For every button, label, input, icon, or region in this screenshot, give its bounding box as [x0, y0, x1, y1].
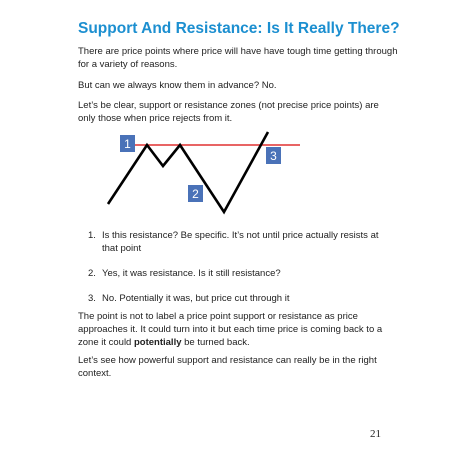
point-paragraph-start: The point is not to label a price point support or resistance as price approaches it. It could turn into it but each time price is coming back to a zone it could	[78, 311, 383, 348]
intro-paragraph: There are price points where price will have have tough time getting through for a variety of reasons.	[78, 46, 398, 70]
emphasis-text: potentially	[133, 337, 182, 348]
price-diagram	[100, 128, 310, 218]
page-title: Support And Resistance: Is It Really There?	[78, 20, 400, 37]
label-3	[266, 147, 281, 164]
point-paragraph	[78, 310, 398, 349]
label-3-text: 3	[270, 149, 277, 163]
list-item-text: Is this resistance? Be specific. It’s not until price actually resists at that point	[102, 230, 379, 254]
list-item-text: Yes, it was resistance. Is it still resistance?	[102, 268, 281, 279]
question-paragraph: But can we always know them in advance? No.	[78, 80, 277, 91]
label-2	[188, 185, 203, 202]
definition-paragraph: Let’s be clear, support or resistance zones (not precise price points) are only those when price rejects from it.	[78, 100, 379, 124]
label-1-text: 1	[124, 137, 131, 151]
point-paragraph-end: be turned back.	[181, 337, 250, 348]
label-1	[120, 135, 135, 152]
label-2-text: 2	[192, 187, 199, 201]
list-item-number: 1.	[88, 230, 96, 241]
list-item-text: No. Potentially it was, but price cut through it	[102, 293, 290, 304]
page-number: 21	[370, 428, 381, 440]
list-item-number: 2.	[88, 268, 96, 279]
list-item-number: 3.	[88, 293, 96, 304]
closing-paragraph: Let’s see how powerful support and resistance can really be in the right context.	[78, 355, 377, 379]
